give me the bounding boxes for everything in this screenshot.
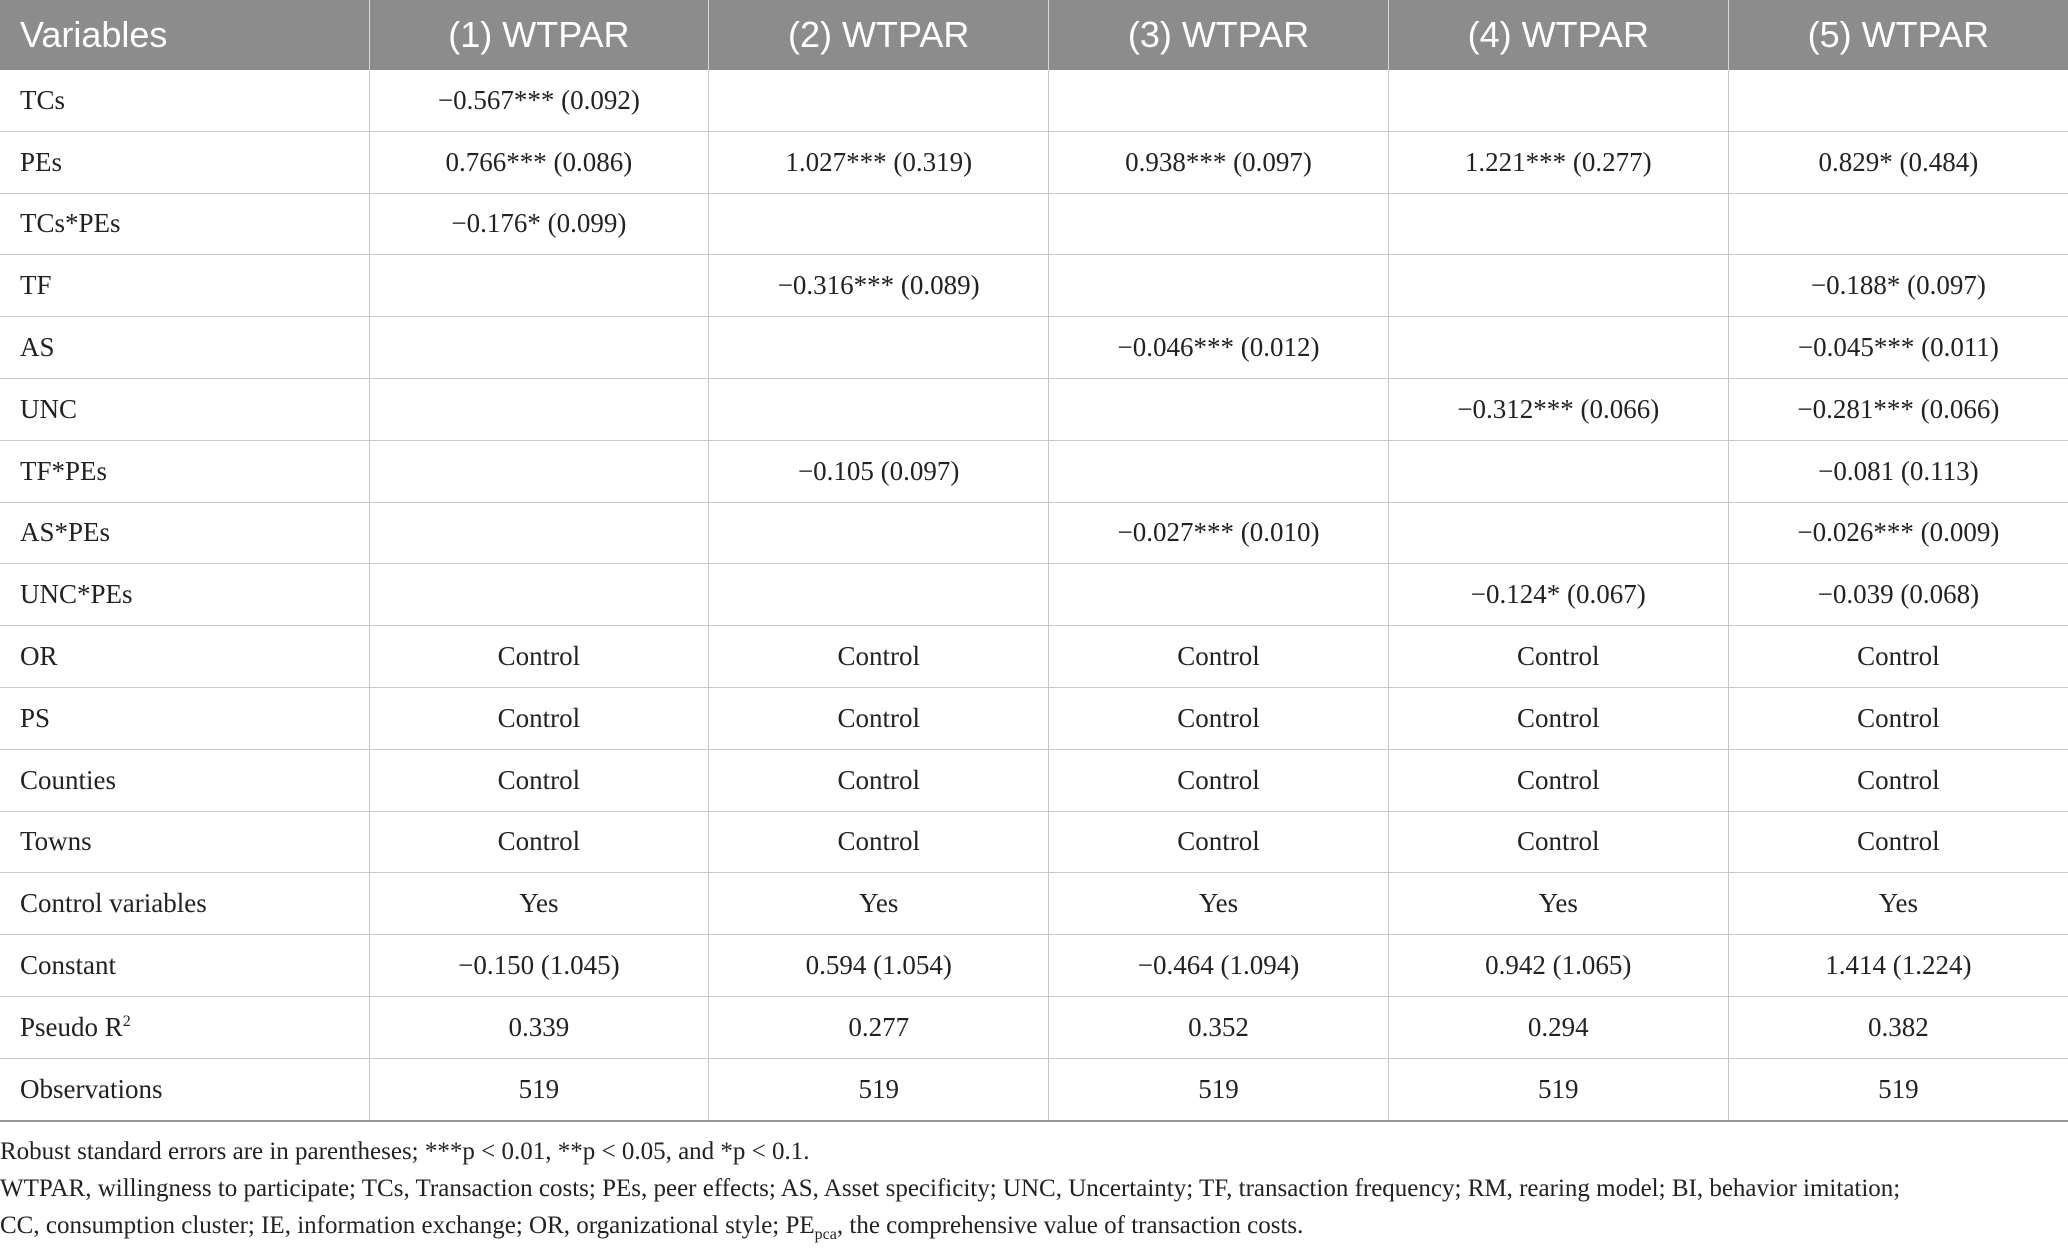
row-label-text: Pseudo R (20, 1011, 123, 1042)
cell-model-3: 519 (1049, 1058, 1389, 1120)
cell-model-2 (709, 70, 1049, 131)
cell-model-2 (709, 502, 1049, 564)
cell-model-5 (1728, 70, 2068, 131)
cell-model-5: Control (1728, 626, 2068, 688)
cell-model-5: −0.026*** (0.009) (1728, 502, 2068, 564)
header-row (0, 0, 2068, 70)
cell-model-1: Control (369, 749, 709, 811)
footnote-line3-start: CC, consumption cluster; IE, information exchange; OR, organizational style; PE (0, 1212, 815, 1239)
table-header (0, 0, 2068, 70)
cell-model-3: −0.464 (1.094) (1049, 935, 1389, 997)
row-label-text: AS*PEs (20, 517, 111, 548)
cell-model-2: 519 (709, 1058, 1049, 1120)
cell-model-2: Yes (709, 873, 1049, 935)
cell-model-3 (1049, 378, 1389, 440)
footnote-abbreviations: WTPAR, willingness to participate; TCs, Transaction costs; PEs, peer effects; AS, Asset specificity; UNC, Uncertainty; TF, transaction frequency; RM, rearing model; BI, behavior imitation; (0, 1175, 1901, 1202)
row-label-text: AS (20, 332, 55, 363)
row-label (0, 564, 369, 626)
cell-model-1: −0.176* (0.099) (369, 193, 709, 255)
cell-model-1: Control (369, 626, 709, 688)
row-label (0, 749, 369, 811)
table-row (0, 996, 2068, 1058)
cell-model-3 (1049, 564, 1389, 626)
cell-model-4: Control (1388, 811, 1728, 873)
cell-model-2: Control (709, 749, 1049, 811)
cell-model-4 (1388, 440, 1728, 502)
footnote-line3-end: , the comprehensive value of transaction costs. (836, 1212, 1304, 1239)
cell-model-1: −0.150 (1.045) (369, 935, 709, 997)
cell-model-3: −0.046*** (0.012) (1049, 317, 1389, 379)
cell-model-1: 0.766*** (0.086) (369, 131, 709, 193)
row-label (0, 317, 369, 379)
row-label (0, 70, 369, 131)
cell-model-1 (369, 440, 709, 502)
cell-model-4 (1388, 317, 1728, 379)
cell-model-4 (1388, 193, 1728, 255)
row-label (0, 873, 369, 935)
cell-model-4 (1388, 255, 1728, 317)
cell-model-1: Control (369, 811, 709, 873)
cell-model-5: −0.045*** (0.011) (1728, 317, 2068, 379)
cell-model-2 (709, 193, 1049, 255)
cell-model-5: −0.281*** (0.066) (1728, 378, 2068, 440)
cell-model-2 (709, 317, 1049, 379)
row-label-text: Constant (20, 950, 117, 981)
cell-model-5: −0.188* (0.097) (1728, 255, 2068, 317)
cell-model-5 (1728, 193, 2068, 255)
cell-model-2: Control (709, 687, 1049, 749)
table-row (0, 626, 2068, 688)
row-label-text: Counties (20, 764, 117, 795)
cell-model-3: Control (1049, 811, 1389, 873)
row-label (0, 687, 369, 749)
cell-model-3 (1049, 193, 1389, 255)
cell-model-1: 0.339 (369, 996, 709, 1058)
header-variables: Variables (0, 0, 369, 70)
cell-model-5: Control (1728, 811, 2068, 873)
cell-model-3: Yes (1049, 873, 1389, 935)
cell-model-1 (369, 502, 709, 564)
cell-model-3: Control (1049, 626, 1389, 688)
row-label (0, 1058, 369, 1120)
row-label (0, 255, 369, 317)
row-label-text: TF (20, 270, 52, 301)
row-label-text: PEs (20, 146, 63, 177)
table-row (0, 193, 2068, 255)
cell-model-2 (709, 378, 1049, 440)
cell-model-2: Control (709, 811, 1049, 873)
cell-model-2: −0.105 (0.097) (709, 440, 1049, 502)
cell-model-3 (1049, 255, 1389, 317)
table-row (0, 440, 2068, 502)
table-row (0, 935, 2068, 997)
header-model-2: (2) WTPAR (709, 0, 1049, 70)
table-footnotes (0, 1133, 2068, 1244)
table-row (0, 687, 2068, 749)
cell-model-2: 1.027*** (0.319) (709, 131, 1049, 193)
row-label-text: UNC (20, 393, 78, 424)
cell-model-2 (709, 564, 1049, 626)
row-label-text: TCs*PEs (20, 208, 121, 239)
row-label-superscript: 2 (122, 1012, 131, 1030)
cell-model-1 (369, 564, 709, 626)
row-label (0, 378, 369, 440)
cell-model-2: Control (709, 626, 1049, 688)
cell-model-4 (1388, 502, 1728, 564)
table-row (0, 378, 2068, 440)
cell-model-3: Control (1049, 687, 1389, 749)
cell-model-4: 0.294 (1388, 996, 1728, 1058)
row-label (0, 935, 369, 997)
cell-model-4: 0.942 (1.065) (1388, 935, 1728, 997)
row-label (0, 440, 369, 502)
table-row (0, 564, 2068, 626)
row-label-text: UNC*PEs (20, 579, 133, 610)
header-model-1: (1) WTPAR (369, 0, 709, 70)
cell-model-5: Control (1728, 749, 2068, 811)
table-row (0, 502, 2068, 564)
cell-model-4: 1.221*** (0.277) (1388, 131, 1728, 193)
row-label-text: TF*PEs (20, 455, 108, 486)
cell-model-3: −0.027*** (0.010) (1049, 502, 1389, 564)
cell-model-3: Control (1049, 749, 1389, 811)
table-row (0, 317, 2068, 379)
cell-model-3: 0.352 (1049, 996, 1389, 1058)
cell-model-5: 519 (1728, 1058, 2068, 1120)
header-model-5: (5) WTPAR (1728, 0, 2068, 70)
table-row (0, 873, 2068, 935)
cell-model-4: Yes (1388, 873, 1728, 935)
footnote-significance: Robust standard errors are in parentheses; ***p < 0.01, **p < 0.05, and *p < 0.1. (0, 1138, 810, 1165)
footnote-abbreviations-continued (0, 1207, 2068, 1244)
cell-model-4: Control (1388, 749, 1728, 811)
row-label (0, 131, 369, 193)
cell-model-2: 0.277 (709, 996, 1049, 1058)
cell-model-1 (369, 255, 709, 317)
row-label-text: Towns (20, 826, 92, 857)
cell-model-5: 0.382 (1728, 996, 2068, 1058)
row-label-text: TCs (20, 84, 66, 115)
cell-model-3: 0.938*** (0.097) (1049, 131, 1389, 193)
cell-model-1: Yes (369, 873, 709, 935)
table-row (0, 811, 2068, 873)
cell-model-1: Control (369, 687, 709, 749)
cell-model-2: 0.594 (1.054) (709, 935, 1049, 997)
cell-model-1 (369, 378, 709, 440)
row-label-text: Observations (20, 1073, 163, 1104)
cell-model-4: −0.124* (0.067) (1388, 564, 1728, 626)
cell-model-1: 519 (369, 1058, 709, 1120)
table-body (0, 70, 2068, 1121)
table-row (0, 131, 2068, 193)
cell-model-5: −0.039 (0.068) (1728, 564, 2068, 626)
row-label (0, 811, 369, 873)
cell-model-5: Control (1728, 687, 2068, 749)
row-label (0, 502, 369, 564)
cell-model-2: −0.316*** (0.089) (709, 255, 1049, 317)
cell-model-5: 1.414 (1.224) (1728, 935, 2068, 997)
cell-model-5: Yes (1728, 873, 2068, 935)
header-model-3: (3) WTPAR (1049, 0, 1389, 70)
row-label (0, 996, 369, 1058)
cell-model-5: 0.829* (0.484) (1728, 131, 2068, 193)
footnote-pca-subscript: pca (814, 1226, 837, 1243)
table-row (0, 1058, 2068, 1120)
cell-model-4 (1388, 70, 1728, 131)
table-row (0, 749, 2068, 811)
cell-model-4: Control (1388, 687, 1728, 749)
row-label (0, 193, 369, 255)
cell-model-1: −0.567*** (0.092) (369, 70, 709, 131)
row-label (0, 626, 369, 688)
cell-model-4: −0.312*** (0.066) (1388, 378, 1728, 440)
row-label-text: Control variables (20, 888, 207, 919)
cell-model-3 (1049, 440, 1389, 502)
cell-model-4: 519 (1388, 1058, 1728, 1120)
cell-model-3 (1049, 70, 1389, 131)
table-row (0, 255, 2068, 317)
cell-model-1 (369, 317, 709, 379)
cell-model-5: −0.081 (0.113) (1728, 440, 2068, 502)
cell-model-4: Control (1388, 626, 1728, 688)
row-label-text: PS (20, 702, 51, 733)
header-model-4: (4) WTPAR (1388, 0, 1728, 70)
table-row (0, 70, 2068, 131)
row-label-text: OR (20, 641, 58, 672)
